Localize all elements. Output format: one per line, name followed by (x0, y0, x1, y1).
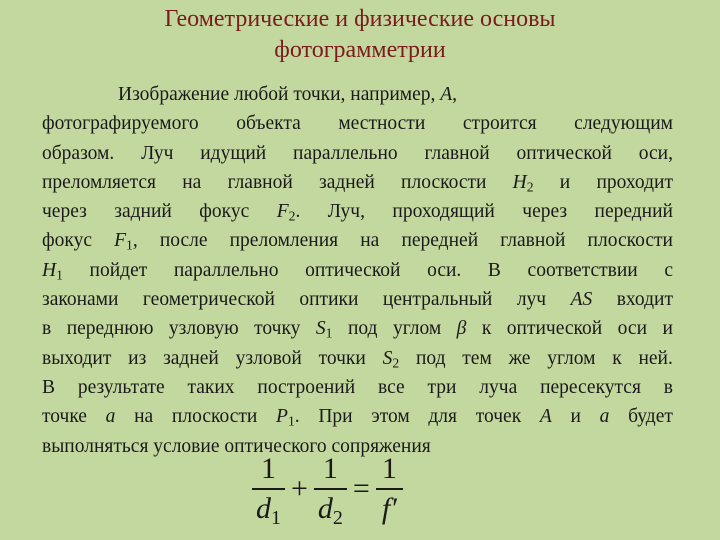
numerator: 1 (381, 452, 397, 485)
fraction-bar (252, 488, 285, 490)
fraction-bar (314, 488, 347, 490)
slide-title (60, 4, 660, 66)
paragraph-line: фотографируемого объекта местности строится следующим (42, 113, 673, 135)
paragraph-line: $H_1$ пойдет параллельно оптической оси. В соответствии с (42, 259, 673, 283)
paragraph-line: В результате таких построений все три луча пересекутся в (42, 376, 673, 398)
optical-conjugation-formula (252, 452, 403, 529)
fraction-1-over-f-prime (376, 452, 403, 526)
denominator: $d_1$ (256, 492, 281, 529)
paragraph-line: Изображение любой точки, например, A, (118, 84, 458, 105)
body-paragraph (42, 80, 673, 461)
denominator: f′ (381, 492, 397, 525)
paragraph-line: образом. Луч идущий параллельно главной оптической оси, (42, 142, 673, 164)
title-line-2: фотограмметрии (274, 37, 446, 63)
paragraph-line: точке a на плоскости $P_1$. При этом для точек A и a будет (42, 406, 673, 429)
fraction-1-over-d1 (252, 452, 285, 529)
denominator: $d_2$ (317, 492, 343, 529)
paragraph-line: через задний фокус $F_2$. Луч, проходящий через передний (42, 201, 673, 224)
numerator: 1 (261, 452, 276, 485)
fraction-1-over-d2 (314, 452, 347, 529)
paragraph-line: законами геометрической оптики центральный луч AS входит (42, 289, 673, 311)
paragraph-line: выходит из задней узловой точки $S_2$ под тем же углом к ней. (42, 347, 673, 371)
paragraph-line: в переднюю узловую точку $S_1$ под углом β к оптической оси и (42, 318, 673, 341)
plus-sign: + (291, 472, 308, 505)
paragraph-line: преломляется на главной задней плоскости $H_2$ и проходит (42, 171, 673, 195)
fraction-bar (376, 488, 403, 490)
equals-sign: = (352, 472, 370, 505)
title-line-1: Геометрические и физические основы (164, 6, 556, 32)
numerator: 1 (322, 452, 338, 485)
paragraph-line: выполняться условие оптического сопряжения (42, 435, 431, 457)
paragraph-line: фокус $F_1$, после преломления на передней главной плоскости (42, 230, 673, 253)
